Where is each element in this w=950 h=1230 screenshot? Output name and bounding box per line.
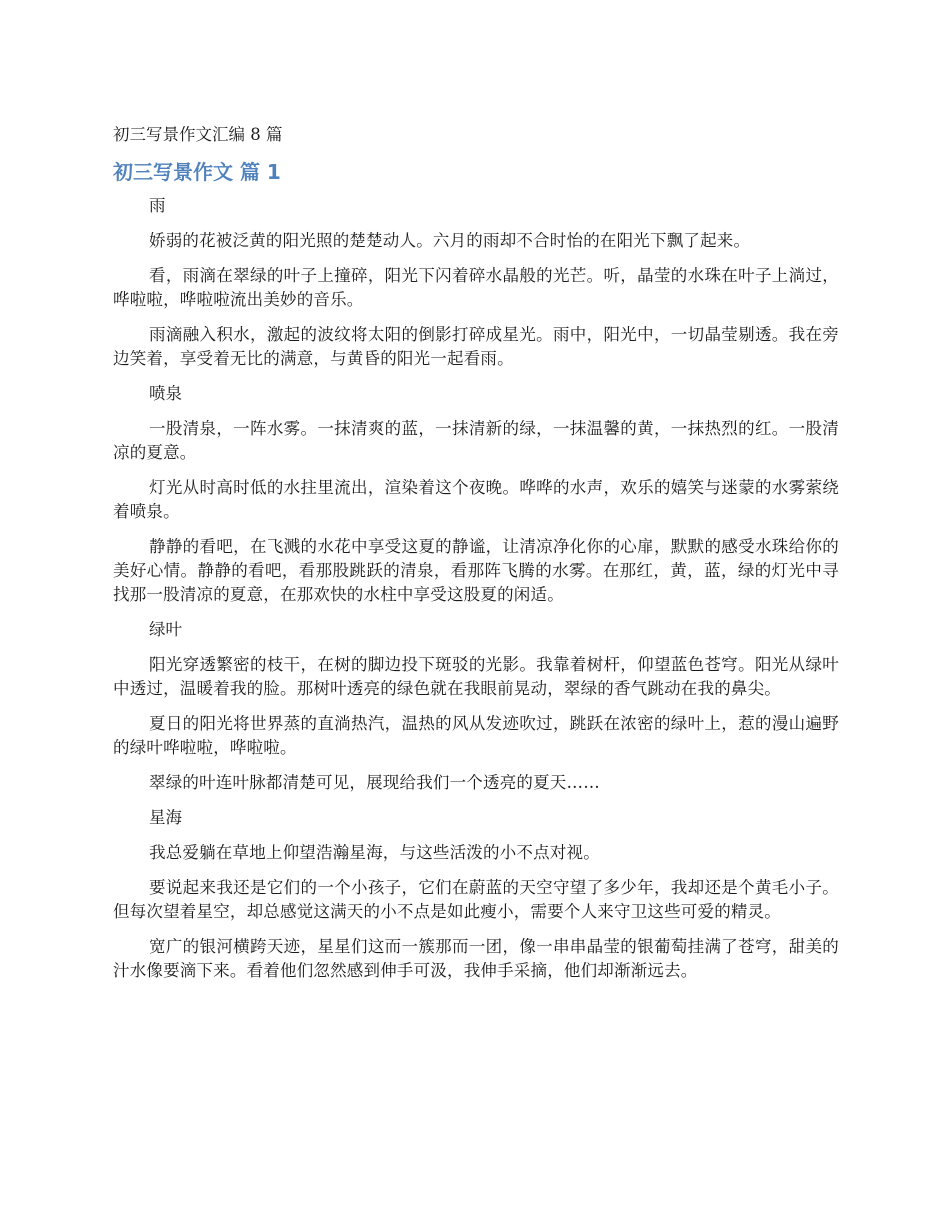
paragraph: 静静的看吧，在飞溅的水花中享受这夏的静谧，让清凉净化你的心扉，默默的感受水珠给你的美好心情。静静的看吧，看那股跳跃的清泉，看那阵飞腾的水雾。在那红，黄，蓝，绿的灯光中寻找那一股清凉的夏意，在那欢快的水柱中享受这股夏的闲适。 [113,537,839,604]
subtitle-rain: 雨 [149,196,166,215]
paragraph: 宽广的银河横跨天迹，星星们这而一簇那而一团，像一串串晶莹的银葡萄挂满了苍穹，甜美的汁水像要滴下来。看着他们忽然感到伸手可汲，我伸手采摘，他们却渐渐远去。 [113,937,839,980]
paragraph: 一股清泉，一阵水雾。一抹清爽的蓝，一抹清新的绿，一抹温馨的黄，一抹热烈的红。一股清凉的夏意。 [113,419,839,462]
document-page [113,122,839,994]
paragraph: 要说起来我还是它们的一个小孩子，它们在蔚蓝的天空守望了多少年，我却还是个黄毛小子。但每次望着星空，却总感觉这满天的小不点是如此瘦小，需要个人来守卫这些可爱的精灵。 [113,878,839,921]
paragraph: 阳光穿透繁密的枝干，在树的脚边投下斑驳的光影。我靠着树杆，仰望蓝色苍穹。阳光从绿叶中透过，温暖着我的脸。那树叶透亮的绿色就在我眼前晃动，翠绿的香气跳动在我的鼻尖。 [113,655,839,698]
section-heading: 初三写景作文 篇 1 [113,160,281,184]
paragraph: 灯光从时高时低的水拄里流出，渲染着这个夜晚。哗哗的水声，欢乐的嬉笑与迷蒙的水雾萦绕着喷泉。 [113,478,839,521]
subtitle-star-sea: 星海 [149,808,182,827]
subtitle-green-leaves: 绿叶 [149,620,182,639]
document-title: 初三写景作文汇编 8 篇 [113,125,283,144]
paragraph: 翠绿的叶连叶脉都清楚可见，展现给我们一个透亮的夏天…… [149,773,600,792]
paragraph: 看，雨滴在翠绿的叶子上撞碎，阳光下闪着碎水晶般的光芒。听，晶莹的水珠在叶子上淌过，哗啦啦，哗啦啦流出美妙的音乐。 [113,266,839,309]
subtitle-fountain: 喷泉 [149,384,182,403]
paragraph: 夏日的阳光将世界蒸的直淌热汽，温热的风从发迹吹过，跳跃在浓密的绿叶上，惹的漫山遍野的绿叶哗啦啦，哗啦啦。 [113,714,839,757]
paragraph: 我总爱躺在草地上仰望浩瀚星海，与这些活泼的小不点对视。 [149,843,600,862]
paragraph: 雨滴融入积水，激起的波纹将太阳的倒影打碎成星光。雨中，阳光中，一切晶莹剔透。我在旁边笑着，享受着无比的满意，与黄昏的阳光一起看雨。 [113,325,839,368]
paragraph: 娇弱的花被泛黄的阳光照的楚楚动人。六月的雨却不合时怡的在阳光下飘了起来。 [149,231,751,250]
